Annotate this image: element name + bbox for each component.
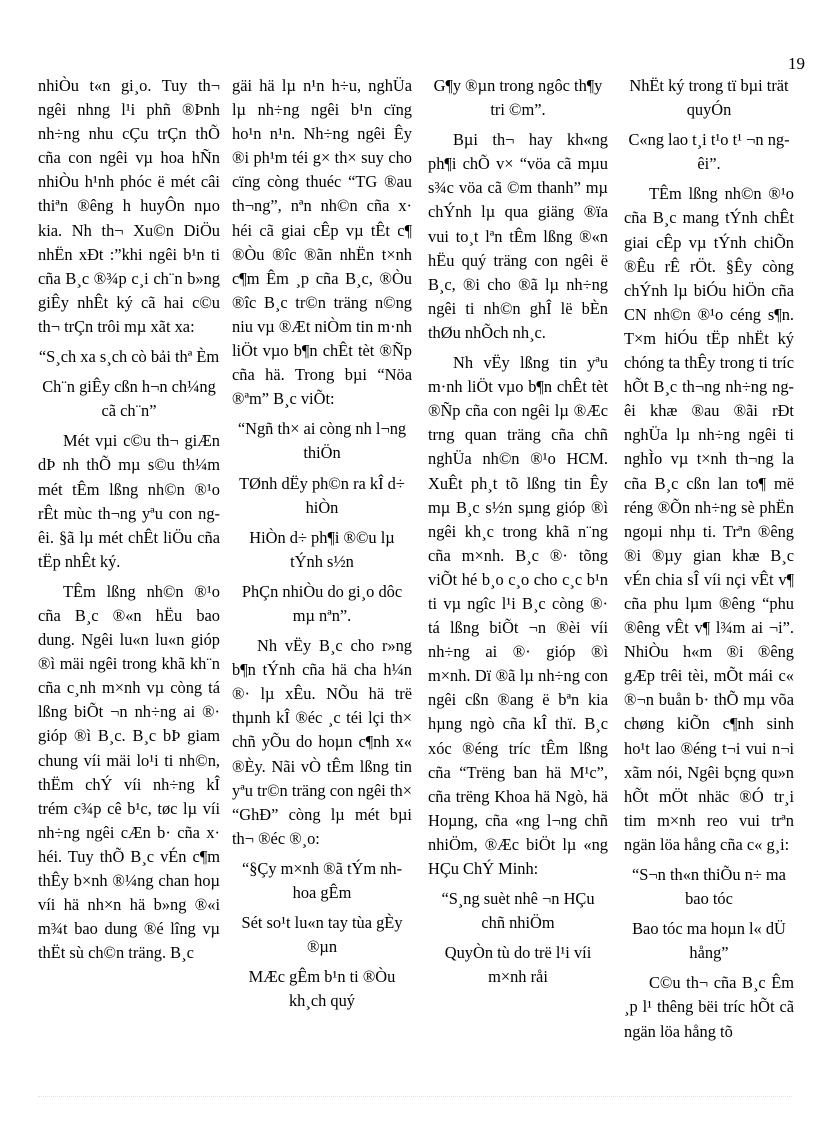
paragraph: TÊm lßng nh©n ®¹o cña B¸c mang tÝnh chÊt giai cÊp vµ tÝnh chiÕn ®Êu rÊ rÖt. §Êy còng chÝnh lµ biÓu hiÖn cña CN nh©n ®¹o céng s¶n. T×m hiÓu tËp nhËt ký chóng ta thÊy trong ti tríc hÕt B¸c th¬ng nh÷ng ngêi khæ ®au ®ãi rÐt nghÜa lµ nh÷ng ngêi ti nghÌo vµ t×nh th¬ng la cña B¸c cßn lan to¶ më réng ®Õn nh÷ng sè phËn ngoµi nhµ ti. Trªn ®êng ®i ®µy gian khæ B¸c vÉn chia sÎ víi nçi vÊt v¶ cña phu lµm ®êng “phu ®êng vÊt v¶ l¾m ai ¬i”. NhiÒu h«m ®i ®êng gÆp trêi tèi, mÕt mái c« ®¬n buån b· thÕ mµ võa chøng kiÕn c¶nh sinh ho¹t lao ®éng t¬i vui n¬i xãm nói, Ngêi bçng qu»n hÕt mÖt nhäc ®Ó tr¸i tim m×nh reo vui trªn ngän löa hång cña c« g¸i:	[624, 184, 794, 854]
verse-line: “§Çy m×nh ®ã tÝm nh hoa gÊm	[241, 858, 403, 902]
verse-line: HiÒn d÷ ph¶i ®©u lµ tÝnh s½n	[249, 527, 395, 571]
paragraph: TÊm lßng nh©n ®¹o cña B¸c ®«n hËu bao dung. Ngêi lu«n lu«n gióp ®ì mäi ngêi trong khã kh¨n cña c¸nh m×nh vµ còng tá lßng biÕt ¬n nh÷ng ai ®· gióp ®ì B¸c. B¸c bÞ giam chung víi mäi lo¹i ti nh©n, thËm chÝ víi nh÷ng kÎ trém c¾p cê b¹c, tøc lµ víi nh÷ng ngêi cÆn b· cña x· héi. Tuy thÕ B¸c vÉn c¶m thÊy b×nh ®¼ng chan hoµ víi hä nh×n hä b»ng ®«i m¾t bao dung ®é lîng vµ thËt sù ch©n träng. B¸c	[38, 581, 220, 963]
verse-line: QuyÒn tù do trë l¹i víi m×nh råi	[444, 943, 592, 987]
verse-line: Ch¨n giÊy cßn h¬n ch¼ng cã ch¨n”	[42, 377, 216, 421]
text-column-3	[428, 74, 608, 995]
paragraph: Bµi th¬ hay kh«ng ph¶i chÕ v× “vöa cã mµu s¾c vöa cã ©m thanh” mµ chÝnh lµ qua giäng ®ïa vui to¸t lªn tÊm lßng ®«n hËu quý träng con ngêi ë B¸c, ®i cho ®ã lµ nh÷ng ngêi ti nh©n ghÎ lë bÈn thØu nhÕch nh¸c.	[428, 130, 608, 342]
paragraph: Nh vËy lßng tin yªu m·nh liÖt vµo b¶n chÊt tèt ®Ñp cña con ngêi lµ ®Æc trng quan träng cña chñ nghÜa nh©n ®¹o HCM. XuÊt ph¸t tõ lßng tin Êy mµ B¸c s½n sµng gióp ®ì ngêi kh¸c trong khã n¨ng cña m×nh. B¸c ®· tõng viÕt hé b¸o c¸o cho c¸c b¹n ti vµ ngîc l¹i B¸c còng ®· tá lßng biÕt ¬n ®èi víi nh÷ng ai ®· gióp ®ì m×nh. Dï ®ã lµ nh÷ng con ngêi cßn ®ang ë bªn kia hµng ngò cña kÎ thï. B¸c xóc ®éng tríc tÊm lßng cña “Trëng ban hä M¹c”, cña trëng Khoa hä Ngò, hä Hoµng, cña «ng l¬ng chñ nhiÖm, ®Æc biÖt lµ «ng HÇu ChÝ Minh:	[428, 353, 608, 878]
verse-line: NhËt ký trong tï bµi trät quyÓn	[629, 76, 789, 120]
paragraph: C©u th¬ cña B¸c Êm ¸p l¹ thêng bëi tríc hÕt cã ngän löa hång tõ	[624, 973, 794, 1041]
verse-line: G¶y ®µn trong ngôc th¶y tri ©m”.	[433, 76, 603, 120]
verse-line: “S¸ch xa s¸ch cò bải thª Èm	[38, 347, 220, 367]
verse-line: “Ngñ th× ai còng nh l¬ng thiÖn	[237, 419, 407, 463]
verse-line: Sét so¹t lu«n tay tùa gÈy ®µn	[241, 913, 403, 957]
verse-line: MÆc gÊm b¹n ti ®Òu kh¸ch quý	[248, 967, 396, 1011]
verse-line: “S¬n th«n thiÕu n÷ ma bao tóc	[632, 865, 786, 909]
paragraph: gäi hä lµ n¹n h÷u, nghÜa lµ nh÷ng ngêi b¹n cïng ho¹n n¹n. Nh÷ng ngêi Êy ®i ph¹m téi g× th× suy cho cïng còng thuéc “TG ®au th¬ng”, nªn nh©n cña x· héi cã giai cÊp vµ tÊt c¶ ®Òu ®îc ®ãn nhËn t×nh c¶m Êm ¸p cña B¸c, ®Òu ®îc B¸c tr©n träng n©ng niu vµ ®Æt niÒm tin m·nh liÖt vµo b¶n chÊt tèt ®Ñp cña hä. Trong bµi “Nöa ®ªm” B¸c viÕt:	[232, 76, 412, 409]
verse-line: “S¸ng suèt nhê ¬n HÇu chñ nhiÖm	[441, 889, 595, 933]
verse-line: C«ng lao t¸i t¹o t¹ ¬n ngêi”.	[628, 130, 790, 174]
verse-line: TØnh dËy ph©n ra kÎ d÷ hiÒn	[239, 473, 405, 517]
page-number: 19	[788, 54, 805, 73]
text-column-2	[232, 74, 412, 1019]
text-column-1	[38, 74, 220, 971]
verse-line: Bao tóc ma hoµn l« dÜ hång”	[632, 919, 786, 963]
text-column-4	[624, 74, 794, 1050]
verse-line: PhÇn nhiÒu do gi¸o dôc mµ nªn”.	[241, 581, 403, 625]
paragraph: Mét vµi c©u th¬ giÆn dÞ nh thÕ mµ s©u th¼m mét tÊm lßng nh©n ®¹o rÊt mùc th¬ng yªu con ngêi. §ã lµ mét chÊt liÖu cña tËp nhÊt ký.	[38, 431, 220, 571]
page-bottom-divider	[38, 1096, 792, 1097]
paragraph: nhiÒu t«n gi¸o. Tuy th¬ ngêi nhng l¹i phñ ®Þnh nh÷ng nhu cÇu trÇn thÕ cña con ngêi vµ hoa hÑn nhiÒu h¹nh phóc ë mét câi thiªn ®êng h huyÔn nµo kia. Nh th¬ Xu©n DiÖu nhËn xÐt :”khi ngêi b¹n ti cña B¸c ®¾p c¸i ch¨n b»ng giÊy nhÊt ký cã hai c©u th¬ trÇn trôi mµ xãt xa:	[38, 76, 220, 336]
paragraph: Nh vËy B¸c cho r»ng b¶n tÝnh cña hä cha h¼n ®· lµ xÊu. NÕu hä trë thµnh kÎ ®éc ¸c téi lçi th× chñ yÕu do hoµn c¶nh x« ®Èy. Nãi vÒ tÊm lßng tin yªu tr©n träng con ngêi th× “GhÐ” còng lµ mét bµi th¬ ®éc ®¸o:	[232, 636, 412, 848]
